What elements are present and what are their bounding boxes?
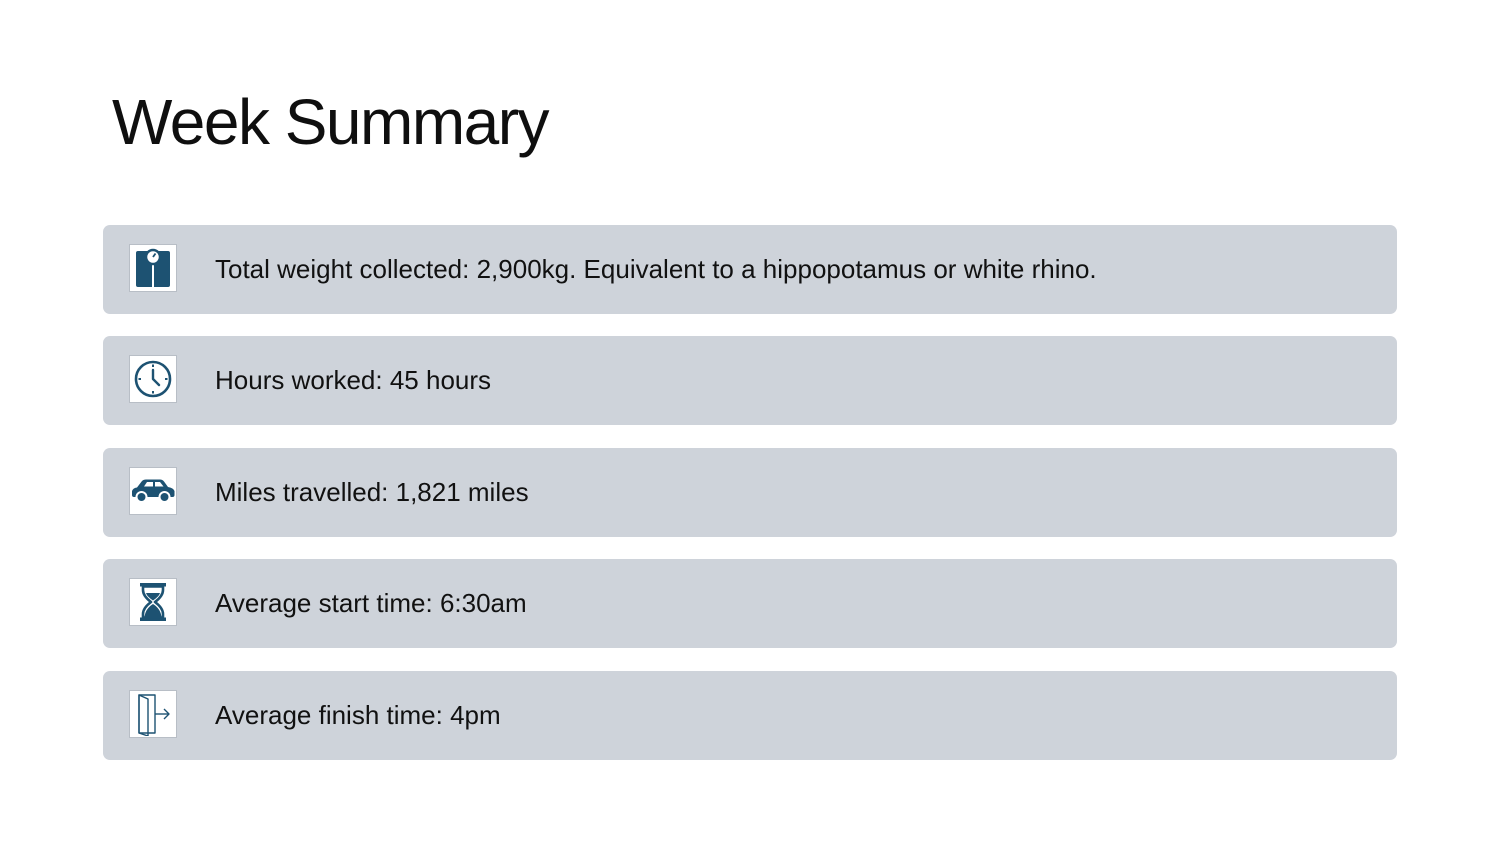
clock-icon xyxy=(129,355,177,403)
stat-text-start-time: Average start time: 6:30am xyxy=(215,588,527,618)
stat-card-finish-time xyxy=(103,671,1397,760)
stat-text-miles: Miles travelled: 1,821 miles xyxy=(215,477,529,507)
stat-card-hours xyxy=(103,336,1397,425)
page-title: Week Summary xyxy=(112,86,549,158)
stat-text-finish-time: Average finish time: 4pm xyxy=(215,700,501,730)
hourglass-icon xyxy=(129,578,177,626)
stat-card-start-time xyxy=(103,559,1397,648)
stat-text-weight: Total weight collected: 2,900kg. Equivalent to a hippopotamus or white rhino. xyxy=(215,254,1097,284)
exit-door-icon xyxy=(129,690,177,738)
stat-card-miles xyxy=(103,448,1397,537)
stat-card-weight xyxy=(103,225,1397,314)
scale-icon xyxy=(129,244,177,292)
car-icon xyxy=(129,467,177,515)
stat-text-hours: Hours worked: 45 hours xyxy=(215,365,492,395)
